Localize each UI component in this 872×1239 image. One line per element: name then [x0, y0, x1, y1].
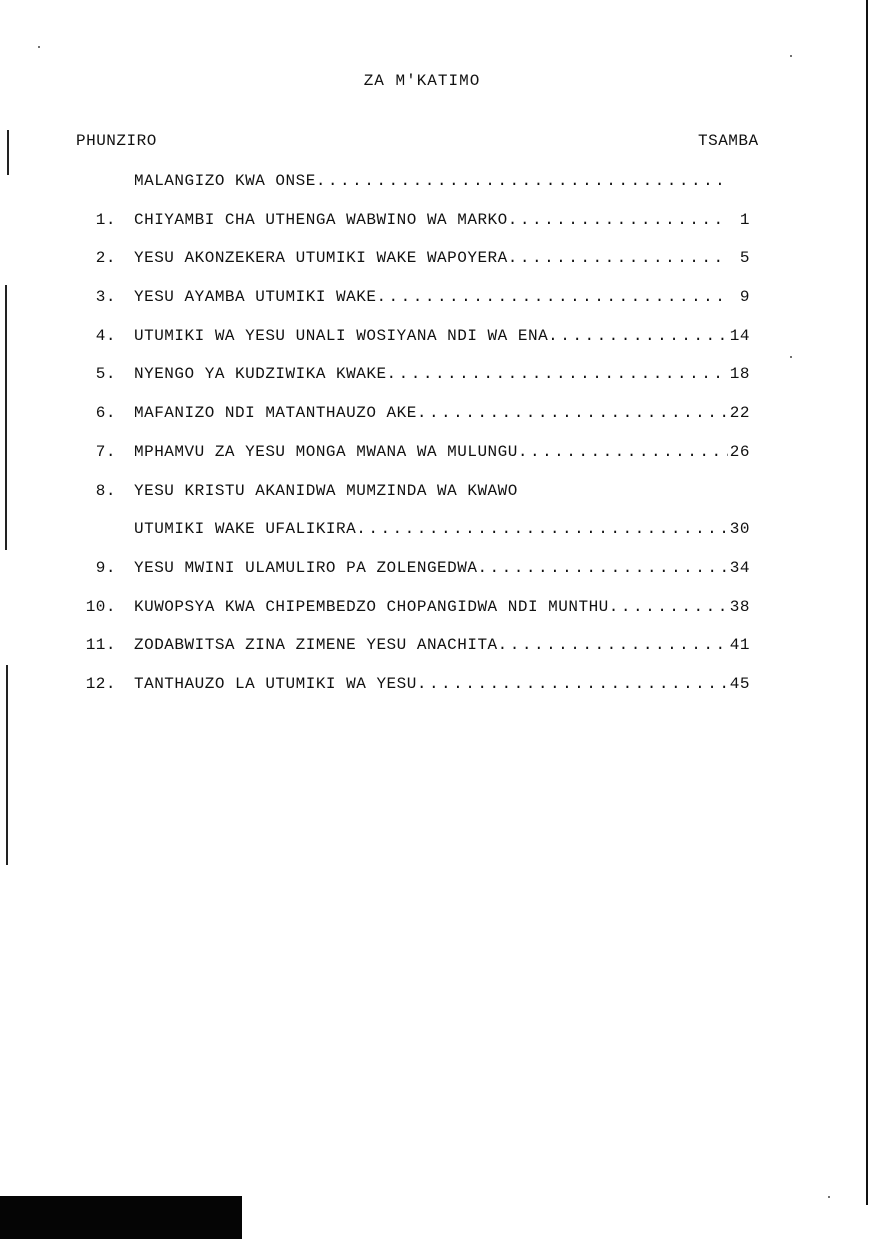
entry-number: 9.: [95, 558, 116, 577]
scan-edge-left: [7, 130, 9, 175]
dot-leader: [609, 596, 728, 618]
scan-shadow: [0, 1196, 242, 1239]
dot-leader: [417, 402, 728, 424]
entry-page: 34: [729, 558, 750, 577]
lesson-column-header: PHUNZIRO: [76, 132, 157, 150]
page-title: ZA M'KATIMO: [363, 72, 481, 90]
entry-title: MALANGIZO KWA ONSE: [134, 172, 316, 190]
entry-title: YESU AKONZEKERA UTUMIKI WAKE WAPOYERA: [134, 249, 508, 268]
entry-number: 6.: [95, 404, 116, 423]
dot-leader: [316, 170, 728, 192]
table-of-contents: [76, 170, 756, 712]
entry-page: 45: [729, 674, 750, 693]
entry-page: 41: [729, 636, 750, 655]
entry-page: 5: [739, 249, 750, 268]
toc-entry: [76, 363, 756, 402]
entry-title: ZODABWITSA ZINA ZIMENE YESU ANACHITA: [134, 636, 498, 655]
entry-page: 9: [739, 288, 750, 307]
toc-entry: [76, 557, 756, 596]
entry-title: NYENGO YA KUDZIWIKA KWAKE: [134, 365, 387, 384]
scan-edge-left: [5, 285, 7, 550]
entry-number: 4.: [95, 326, 116, 345]
entry-number: 8.: [95, 481, 116, 500]
entry-number: 5.: [95, 365, 116, 384]
toc-entry: [76, 596, 756, 635]
dot-leader: [387, 363, 728, 385]
entry-title: CHIYAMBI CHA UTHENGA WABWINO WA MARKO: [134, 210, 508, 229]
entry-number: 7.: [95, 442, 116, 461]
toc-entry: [76, 480, 756, 519]
dot-leader: [508, 247, 728, 269]
dot-leader: [356, 518, 728, 540]
entry-number: 1.: [95, 210, 116, 229]
dot-leader: [548, 325, 728, 347]
entry-number: 10.: [85, 597, 116, 616]
dot-leader: [477, 557, 728, 579]
page-column-header: TSAMBA: [698, 132, 759, 150]
entry-title: UTUMIKI WA YESU UNALI WOSIYANA NDI WA ENA: [134, 326, 549, 345]
dot-leader: [518, 441, 728, 463]
entry-title: KUWOPSYA KWA CHIPEMBEDZO CHOPANGIDWA NDI MUNTHU: [134, 597, 609, 616]
entry-page: 18: [729, 365, 750, 384]
entry-number: 2.: [95, 249, 116, 268]
entry-page: 22: [729, 404, 750, 423]
entry-number: 3.: [95, 288, 116, 307]
scan-speck: [38, 46, 40, 48]
toc-entry: [76, 247, 756, 286]
scan-edge-left: [6, 665, 8, 865]
toc-entry: [76, 170, 756, 209]
entry-title: MAFANIZO NDI MATANTHAUZO AKE: [134, 404, 417, 423]
scan-speck: [828, 1196, 830, 1198]
scan-edge-right: [866, 0, 868, 1205]
entry-page: 1: [739, 210, 750, 229]
entry-title: TANTHAUZO LA UTUMIKI WA YESU: [134, 674, 417, 693]
entry-title: YESU AYAMBA UTUMIKI WAKE: [134, 288, 377, 307]
entry-page: 14: [729, 326, 750, 345]
entry-title: UTUMIKI WAKE UFALIKIRA: [134, 520, 357, 539]
toc-entry: [76, 634, 756, 673]
entry-title: MPHAMVU ZA YESU MONGA MWANA WA MULUNGU: [134, 442, 518, 461]
entry-title: YESU MWINI ULAMULIRO PA ZOLENGEDWA: [134, 558, 478, 577]
entry-page: 30: [729, 520, 750, 539]
entry-number: 12.: [85, 674, 116, 693]
toc-entry: [76, 325, 756, 364]
entry-page: 38: [729, 597, 750, 616]
toc-entry: [76, 209, 756, 248]
dot-leader: [417, 673, 728, 695]
toc-entry: [76, 286, 756, 325]
entry-title: YESU KRISTU AKANIDWA MUMZINDA WA KWAWO: [134, 481, 518, 500]
toc-entry: [76, 441, 756, 480]
dot-leader: [498, 634, 728, 656]
toc-entry: [76, 673, 756, 712]
toc-entry: [76, 518, 756, 557]
toc-entry: [76, 402, 756, 441]
scan-speck: [790, 356, 792, 358]
dot-leader: [376, 286, 728, 308]
scan-speck: [790, 55, 792, 57]
entry-number: 11.: [85, 636, 116, 655]
dot-leader: [508, 209, 728, 231]
entry-page: 26: [729, 442, 750, 461]
